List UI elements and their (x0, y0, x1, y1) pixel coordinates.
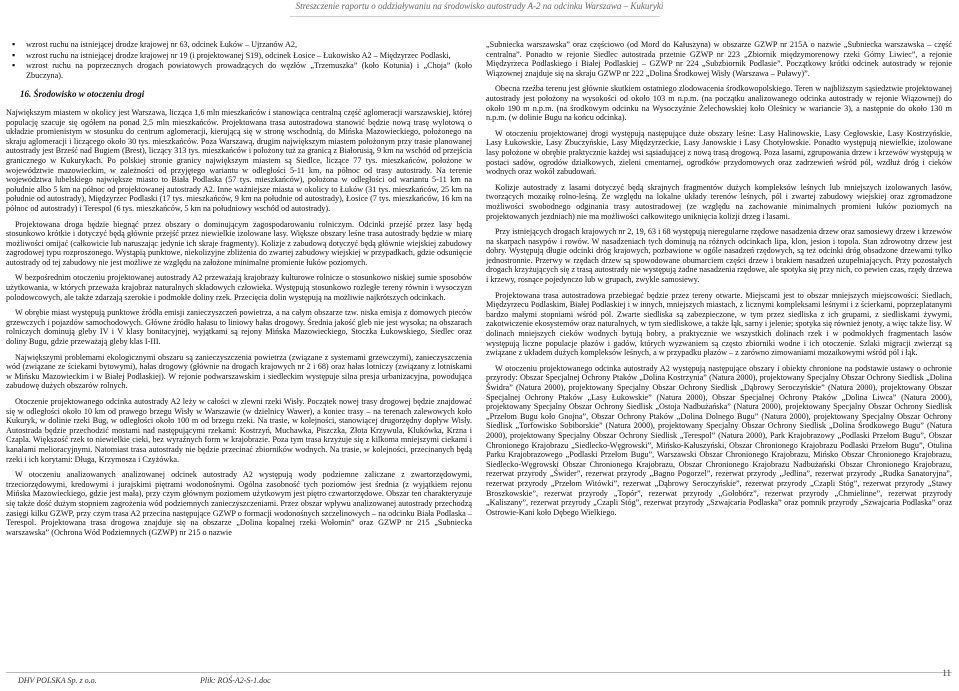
left-column (6, 40, 472, 543)
paragraph: Otoczenie projektowanego odcinka autostrady A2 leży w całości w zlewni rzeki Wisły. Początek nowej trasy drogowej będzie znajdować się w odległości około 10 km od prawego brzegu Wisły w Warszawie (w dzielnicy Wawer), a koniec trasy – na terenach zalewowych koło Kukuryk, w dolinie rzeki Bug, w odległości około 100 m od brzegu rzeki. Na trasie, w kolejności, stanowiącej drugorzędny dopływ Wisły. Autostrada będzie przechodzić mostami nad następującymi rzekami: Kostrzyń, Muchawka, Piszczka, Złota Krzywula, Klukówka, Krzna i Czapla. Większość rzek to niewielkie cieki, bez wyraźnych form w krajobrazie. Poza tym trasa krzyżuje się z kilkoma mniejszymi ciekami i kanałami melioracyjnymi. Natomiast trasa autostrady nie będzie przecinać zbiorników wodnych. Na trasie, w kolejności, przecinanych będą rzeki i ich korytami: Długa, Krzymosza i Czyżówka. (6, 397, 472, 464)
paragraph: W obrębie miast występują punktowe źródła emisji zanieczyszczeń powietrza, a na całym obszarze tzw. niska emisja z domowych pieców grzewczych i pojazdów samochodowych. Główne źródło hałasu to liniowy hałas drogowy. Średnia jakość gleb nie jest wysoka; na obszarach rolniczych dominują gleby IV i V klasy bonitacyjnej, wyjątkami są rejony Mińska Mazowieckiego, Stoczka Łukowskiego, Siedlec oraz doliny Bugu, gdzie przeważają gleby klas I-III. (6, 308, 472, 347)
paragraph: Kolizje autostrady z lasami dotyczyć będą skrajnych fragmentów dużych kompleksów leśnych lub mniejszych izolowanych lasów, tworzących mozaikę rolno-leśną. Ze względu na lokalne układy terenów leśnych, pól i zwartej zabudowy wiejskiej oraz zgromadzone możliwości swobodnego odginania trasy autostradowej (ze względu na zachowanie minimalnych promieni łuków poziomych na projektowanych jezdniach) nie ma możliwości całkowitego uniknięcia kolizji drzeg i lasami. (486, 182, 952, 221)
paragraph: W otoczeniu analizowanych analizowanej odcinek autostrady A2 występują wody podziemne zaliczane z zwartorzędowymi, trzeciorzędowymi, kredowymi i jurajskimi piętrami wodonośnymi. Ogólna zasobność tych poziomów jest średnia (z wyjątkiem rejonu Mińska Mazowieckiego, gdzie jest mała), przy czym głównym poziomem użytkowym jest piętro czwartorzędowe. Obszar ten charakteryzuje się także dość dużym stopniem zagrożenia wód podziemnych zanieczyszczeniami. Przez obszar wpływu analizowanej autostrady przechodzą zasięgi kilku GZWP, przy czym trasa A2 przecina następujące GZWP o formacji wodonośnych szczelinowych – na odcinku Biała Podlaska – Terespol. Projektowana trasa drogowa znajduje się na obszarze „Dolina kopalnej rzeki Wołomin” oraz GZWP nr 215 „Subniecka warszawska” (Ochrona Wód Podziemnych (GZWP) nr 215 o nazwie (6, 470, 472, 537)
page-number: 11 (942, 668, 951, 678)
paragraph: W bezpośrednim otoczeniu projektowanej autostrady A2 przeważają krajobrazy kulturowe rolnicze o stosunkowo niskiej sumie sposobów użytkowania, w których przeważa krajobraz naturalnych składowych człowieka. Występują stosunkowo rozległe tereny równin i wysoczyzn polodowcowych, ale także zdarzają szerokie i podmokłe doliny rzek. Przecięcia dolin występują na możliwie najkrótszych odcinkach. (6, 273, 472, 302)
bullet-list (6, 40, 472, 80)
bullet-item: ▪ wzrost ruchu na istniejącej drodze krajowej nr 19 (i projektowanej S19), odcinek Łosice – Łukowisko A2 – Międzyrzec Podlaski, (20, 51, 472, 61)
footer-file: Plik: ROŚ-A2-S-1.doc (200, 676, 271, 685)
paragraph: Przy istniejących drogach krajowych nr 2, 19, 63 i 68 występują nieregularne rzędowe nasadzenia drzew oraz samosiewy drzew i krzewów na skarpach nasypów i rowów. W nasadzeniach tych dominują na różnych odcinkach lipa, klon, jesion i topola. Stan zdrowotny drzew jest dobry. Występują długie odcinki dróg krajowych, pozbawione w ogóle nasadzeń rzędowych, są też odcinki dróg obsadzone drzewami tylko jednostronnie. Przerwy w rzędach drzew są spowodowane obumarciem części drzew i brakiem nasadzeń uzupełniających. Przy pozostałych drogach krzyżujących się z trasą autostrady nie występują żadne nasadzenia rzędowe, ale spotyka się przy nich, co pewien czas, rzędy drzewa i krzewy, rosnące pojedynczo lub w grupach, zwykle samosiewy. (486, 227, 952, 285)
paragraph: Projektowana droga będzie biegnąć przez obszary o dominującym zagospodarowaniu rolniczym. Odcinki przejść przez lasy będą stosunkowo krótkie i dotyczyć będą głównie przejść przez niewielkie izolowane lasy. Większe obszary leśne trasa autostrady będzie w miarę możliwości omijać (całkowicie lub naruszając jedynie ich skraje fragmenty). Kolizje z zabudową dotyczyć będą głównie wiejskiej zabudowy zagrodowej typu rozproszonego. Wystąpią punktowe, niekolizyjne zbliżenia do zwartej zabudowy wiejskiej w przypadkach, gdzie odsunięcie autostrady od tej zabudowy nie jest możliwe ze względu na założone minimalne promienie łuków poziomych. (6, 219, 472, 267)
section-heading: 16. Środowisko w otoczeniu drogi (20, 89, 145, 100)
paragraph: Obecna rzeźba terenu jest głównie skutkiem ostatniego zlodowacenia środkowopolskiego. Teren w najbliższym sąsiedztwie projektowanej autostrady jest położony na wysokości od około 103 m n.p.m. (na początku analizowanego odcinka autostrady w rejonie Wiązownej) do około 190 m n.p.m. (na środkowym odcinku na Wysoczyźnie Żelechowskiej koło Oleśnicy w wariancie 3), a następnie do około 130 m n.p.m. (w dolinie Bugu na końcu odcinka). (486, 84, 952, 123)
running-header: Streszczenie raportu o oddziaływaniu na środowisko autostrady A-2 na odcinku Warszawa – Kukuryki (295, 1, 664, 11)
footer-rule (6, 672, 952, 673)
paragraph: Największym miastem w okolicy jest Warszawa, licząca 1,6 mln mieszkańców i stanowiąca centralną część aglomeracji warszawskiej, której populację szacuje się ogółem na ponad 2,5 mln mieszkańców. Projektowana trasa autostradowa stanowić będzie nową trasę wylotową o układzie promienistym w stosunku do centrum aglomeracji, kierującą się w stronę wschodnią, do Mińska Mazowieckiego, położonego na skraju aglomeracji i liczącego około 30 tys. mieszkańców. Poza Warszawą, drugim największym miastem położonym przy trasie planowanej autostrady jest Brześć nad Bugiem (Brest), liczący 313 tys. mieszkańców i położony tuż za granicą z Białorusią, 9 km na wschód od przejścia granicznego w Kukurykach. Po polskiej stronie granicy największym miastem są Siedlce, liczące 77 tys. mieszkańców, położone w województwie mazowieckim, w zależności od przyjętego wariantu w odległości 5-11 km, na północ od trasy autostrady. Na terenie województwa lubelskiego największe miasto to Biała Podlaska (57 tys. mieszkańców), położona w odległości od wariantu 5-11 km na południe albo 5 km na północ od projektowanej autostrady A2. Inne ważniejsze miasta w okolicy to Łuków (31 tys. mieszkańców, 25 km na południe od autostrady), Międzyrzec Podlaski (17 tys. mieszkańców, 9 km na południe od autostrady), Łosice (7 tys. mieszkańców, 16 km na północ od autostrady) i Terespol (6 tys. mieszkańców, 5 km na południowy wschód od autostrady). (6, 107, 472, 213)
paragraph: W otoczeniu projektowanego odcinka autostrady A2 występują następujące obszary i obiekty chronione na podstawie ustawy o ochronie przyrody: Obszar Specjalnej Ochrony Ptaków „Dolina Kostrzynia” (Natura 2000), projektowany Specjalny Obszar Ochrony Siedlisk „Dolina Świdra” (Natura 2000), projektowany Specjalny Obszar Ochrony Siedlisk „Dąbrowy Seroczyńskie” (Natura 2000), projektowany Obszar Specjalnej Ochrony Ptaków „Lasy Łukowskie” (Natura 2000), Obszar Specjalnej Ochrony Ptaków „Dolina Liwca” (Natura 2000), projektowany Specjalny Obszar Ochrony Siedlisk „Ostoja Nadbużańska” (Natura 2000), projektowany Specjalny Obszar Ochrony Siedlisk „Przełom Bugu koło Gnojna”, Obszar Ochrony Ptaków „Dolina Dolnego Bugu” (Natura 2000), projektowany Specjalny Obszar Ochrony Siedlisk „Torfowisko Sobiborskie” (Natura 2000), projektowany Specjalny Obszar Ochrony Siedlisk „Dolina Środkowego Bugu” (Natura 2000), projektowany Specjalny Obszar Ochrony Siedlisk „Terespol” (Natura 2000), Park Krajobrazowy „Podlaski Przełom Bugu”, Obszar Chronionego Krajobrazu „Siedlecko-Węgrowski”, Mińsko-Kałuszyński, Obszar Chronionego Krajobrazu Podlaski Przełom Bugu”, Otulina Parku Krajobrazowego „Podlaski Przełom Bugu”, Warszawski Obszar Chronionego Krajobrazu, Mińsko Obszar Chronionego Krajobrazu, Siedlecko-Węgrowski Obszar Chronionego Krajobrazu, Obszar Chronionego Krajobrazu Nadbużański Obszar Chronionego Krajobrazu, rezerwat przyrody „Świder”, rezerwat przyrody „Bagno Pogorzel”, rezerwat przyrody „Jedlina”, rezerwat przyrody „Rudka Sanatoryjna”, rezerwat przyrody „Przełom Witówki”, rezerwat „Dąbrowy Seroczyńskie”, rezerwat przyrody „Czapli Stóg”, rezerwat przyrody „Stawy Broszkowskie”, rezerwat przyrody „Topór”, rezerwat przyrody „Gołobórz”, rezerwat przyrody „Chmielinne”, rezerwat przyrody „Kaliszany”, rezerwat przyrody „Czapli Stóg”, rezerwat przyrody „Szwajcaria Podlaska” oraz pomnik przyrody „Szwajcaria Podlaska” oraz Ostrowie-Kani koło Dębego Wielkiego. (486, 363, 952, 517)
header-rule (290, 16, 660, 17)
paragraph: Największymi problemami ekologicznymi obszaru są zanieczyszczenia powietrza (związane z systemami grzewczymi), zanieczyszczenia wód (związane ze ściekami bytowymi), hałas drogowy (głównie na drogach krajowych nr 2 i 68) oraz hałas lotniczy (związany z lotniskami w Mińsku Mazowieckim i w Białej Podlaskiej). W rejonie podwarszawskim i siedleckim występuje silna presja urbanizacyjna, powodująca zabudowę dużych obszarów rolnych. (6, 352, 472, 391)
right-column (486, 40, 952, 523)
bullet-item: ▪ wzrost ruchu na poprzecznych drogach powiatowych prowadzących do węzłów „Trzemuszka” (koło Kotunia) i „Choja” (koło Zbuczyna). (20, 61, 472, 80)
footer-company: DHV POLSKA Sp. z o.o. (18, 676, 97, 685)
paragraph: W otoczeniu projektowanej drogi występują następujące duże obszary leśne: Lasy Halinowskie, Lasy Cegłowskie, Lasy Kostrzyńskie, Lasy Łukowskie, Lasy Zbuczyńskie, Lasy Międzyrzeckie, Lasy Janowskie i Lasy Chotyłowskie. Ponadto występują niewielkie, izolowane lasy położone w obrębie praktycznie każdej wsi sąsiadującej z nową trasą drogową. Poza lasami, zgrupowania drzew i krzewów występują w postaci sadów, ogrodów działkowych, zieleni cmentarnej, ogrodków przydomowych oraz zadrzewień wśród pól, wzdłuż dróg i cieków wodnych oraz wokół zabudowań. (486, 128, 952, 177)
paragraph: Projektowana trasa autostradowa przebiegać będzie przez tereny otwarte. Miejscami jest to obszar mniejszych miejscowości: Siedlach, Międzyrzecu Podlaskim, Białej Podlaskiej i w innych, mniejszych miastach, z licznymi kompleksami leśnymi i z ścierkami, poprzeplatanymi bardzo małymi stopniami wśród pól. Zwarte siedliska są zabezpieczone, w tym przez siedliska z ich grupami, z siedliskami żywymi, zakotwiczenie ekosystemów oraz naturalnych, w tym siedliskowe, a także łąk, sarny i jelenie; spotyka się również jenoty, a więc także lisy. W dolinach mniejszych cieków wodnych bytują bobry, a praktycznie we wszystkich dolinach rzek i w podmokłych fragmentach lasów występują liczne populacje płazów i gadów, których wyzwaniem są często zbiorniki wodne i ich otoczenie. Szlaki migracji zwierząt są związane z układem dużych kompleksów leśnych, a w przypadku płazów – z zarówno zimowaniami mozaikowymi wśród pól i łąk. (486, 290, 952, 358)
paragraph: „Subniecka warszawska” oraz częściowo (od Mord do Kałuszyna) w obszarze GZWP nr 215A o nazwie „Subniecka warszawska – część centralna”. Ponadto w rejonie Siedlec autostrada przetnie GZWP nr 223 „Zbiornik międzymorenowy rzeki Górny Liwiec”, a rejonie Międzyrzeca Podlaskiego i Białej Podlaskiej – GZWP nr 224 „Subzbiornik Podlasie”. Początkowy krótki odcinek autostrady w rejonie Wiązownej znajduje się na skraju GZWP nr 222 „Dolina Środkowej Wisły (Warszawa – Puławy)”. (486, 40, 952, 78)
bullet-item: ▪ wzrost ruchu na istniejącej drodze krajowej nr 63, odcinek Łuków – Ujrzanów A2, (20, 40, 472, 50)
